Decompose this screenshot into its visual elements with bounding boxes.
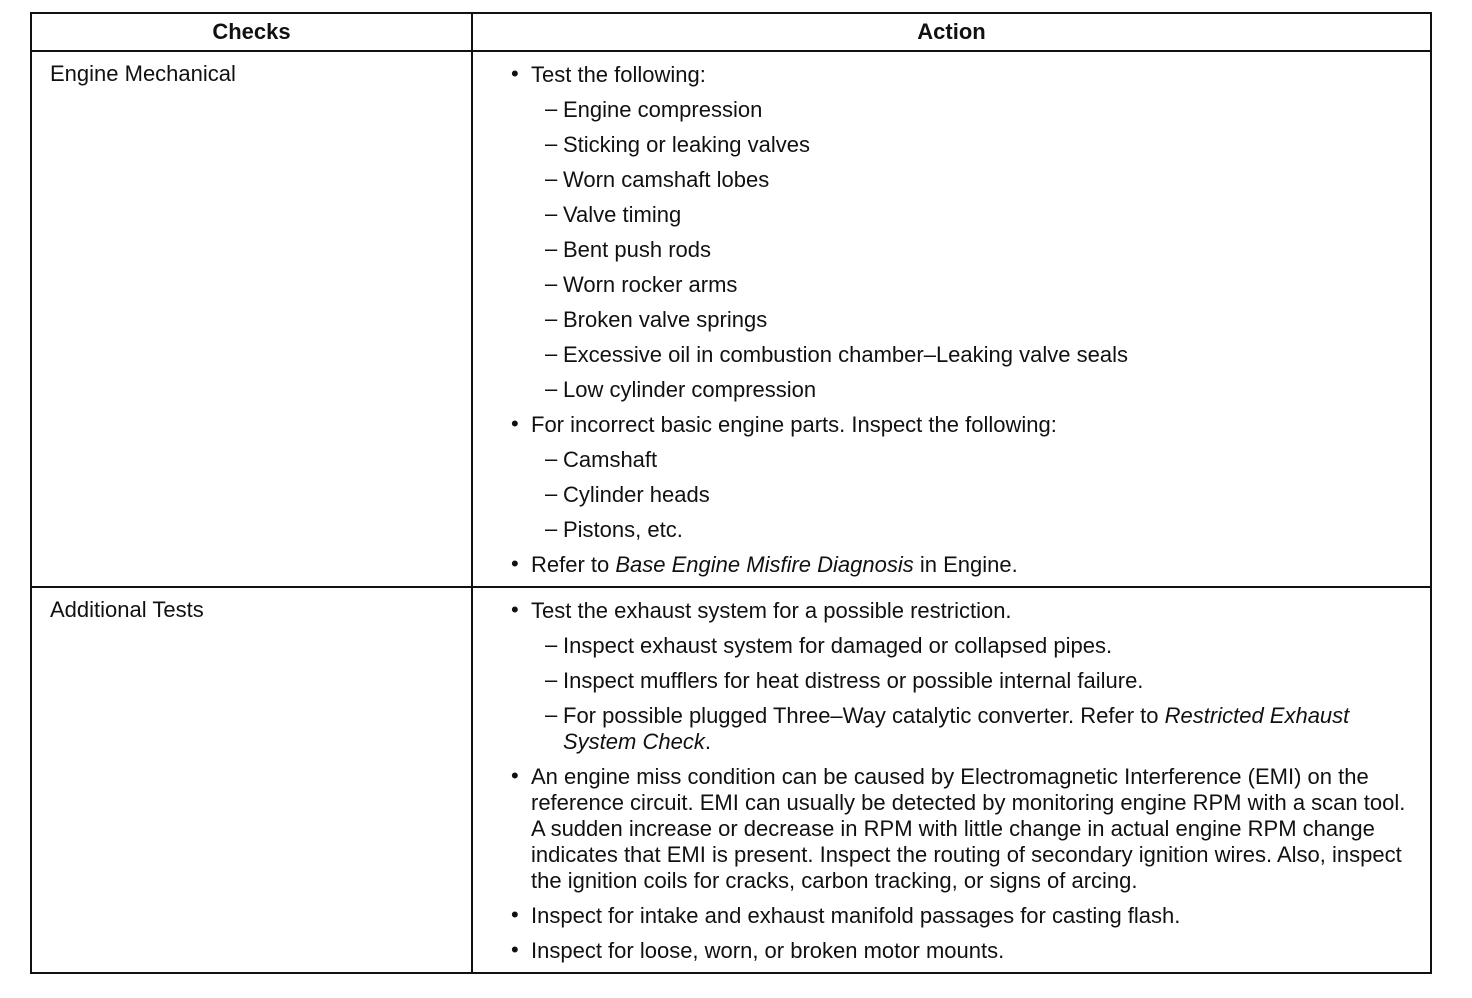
sub-item bbox=[473, 442, 1430, 477]
reference-title: Base Engine Misfire Diagnosis bbox=[615, 551, 914, 577]
dash-marker: – bbox=[545, 376, 558, 401]
item-text: Inspect exhaust system for damaged or collapsed pipes. bbox=[563, 632, 1113, 658]
sub-item bbox=[473, 663, 1430, 698]
bullet-item bbox=[473, 547, 1430, 582]
dash-marker: – bbox=[545, 306, 558, 331]
item-text: For possible plugged Three–Way catalytic converter. Refer to bbox=[563, 702, 1165, 728]
table-row bbox=[31, 587, 1431, 973]
bullet-item bbox=[473, 593, 1430, 628]
diagnostic-table bbox=[30, 12, 1432, 974]
header-row bbox=[31, 13, 1431, 51]
checks-cell bbox=[31, 51, 472, 587]
dash-marker: – bbox=[545, 481, 558, 506]
item-text-after: in Engine. bbox=[913, 551, 1018, 577]
check-name: Additional Tests bbox=[50, 597, 204, 622]
item-text: Valve timing bbox=[563, 201, 682, 227]
sub-item bbox=[473, 232, 1430, 267]
item-text: For incorrect basic engine parts. Inspect the following: bbox=[531, 411, 1057, 437]
item-text: Sticking or leaking valves bbox=[563, 131, 811, 157]
bullet-item bbox=[473, 933, 1430, 968]
dash-marker: – bbox=[545, 702, 558, 727]
item-text: Engine compression bbox=[563, 96, 763, 122]
item-text: Excessive oil in combustion chamber–Leaking valve seals bbox=[563, 341, 1128, 367]
item-text: Pistons, etc. bbox=[563, 516, 683, 542]
table-row bbox=[31, 51, 1431, 587]
sub-item bbox=[473, 162, 1430, 197]
item-text: Low cylinder compression bbox=[563, 376, 817, 402]
header-action: Action bbox=[472, 13, 1431, 51]
checks-cell bbox=[31, 587, 472, 973]
item-text: Worn rocker arms bbox=[563, 271, 738, 297]
item-text: Test the following: bbox=[531, 61, 706, 87]
sub-item bbox=[473, 127, 1430, 162]
bullet-marker: • bbox=[511, 551, 519, 576]
sub-item bbox=[473, 92, 1430, 127]
bullet-marker: • bbox=[511, 763, 519, 788]
action-cell bbox=[472, 587, 1431, 973]
dash-marker: – bbox=[545, 667, 558, 692]
dash-marker: – bbox=[545, 271, 558, 296]
bullet-marker: • bbox=[511, 411, 519, 436]
bullet-marker: • bbox=[511, 61, 519, 86]
dash-marker: – bbox=[545, 131, 558, 156]
item-text: Refer to bbox=[531, 551, 616, 577]
item-text: Broken valve springs bbox=[563, 306, 768, 332]
sub-item bbox=[473, 628, 1430, 663]
item-text: Inspect mufflers for heat distress or possible internal failure. bbox=[563, 667, 1144, 693]
sub-item bbox=[473, 512, 1430, 547]
header-checks: Checks bbox=[31, 13, 472, 51]
reference-title: Restricted Exhaust System Check bbox=[563, 702, 1350, 754]
item-text: Inspect for intake and exhaust manifold passages for casting flash. bbox=[531, 902, 1181, 928]
item-text: Worn camshaft lobes bbox=[563, 166, 770, 192]
dash-marker: – bbox=[545, 201, 558, 226]
sub-item bbox=[473, 302, 1430, 337]
dash-marker: – bbox=[545, 516, 558, 541]
sub-item bbox=[473, 698, 1430, 759]
bullet-item bbox=[473, 407, 1430, 442]
sub-item bbox=[473, 267, 1430, 302]
item-text: Bent push rods bbox=[563, 236, 711, 262]
item-text: Test the exhaust system for a possible restriction. bbox=[531, 597, 1012, 623]
sub-item bbox=[473, 477, 1430, 512]
bullet-marker: • bbox=[511, 597, 519, 622]
item-text: Camshaft bbox=[563, 446, 658, 472]
sub-item bbox=[473, 337, 1430, 372]
dash-marker: – bbox=[545, 166, 558, 191]
bullet-item bbox=[473, 57, 1430, 92]
dash-marker: – bbox=[545, 341, 558, 366]
dash-marker: – bbox=[545, 96, 558, 121]
bullet-item bbox=[473, 898, 1430, 933]
bullet-marker: • bbox=[511, 902, 519, 927]
check-name: Engine Mechanical bbox=[50, 61, 236, 86]
sub-item bbox=[473, 197, 1430, 232]
bullet-item bbox=[473, 759, 1430, 898]
sub-item bbox=[473, 372, 1430, 407]
dash-marker: – bbox=[545, 632, 558, 657]
action-cell bbox=[472, 51, 1431, 587]
item-text: Cylinder heads bbox=[563, 481, 710, 507]
dash-marker: – bbox=[545, 446, 558, 471]
bullet-marker: • bbox=[511, 937, 519, 962]
dash-marker: – bbox=[545, 236, 558, 261]
item-text-after: . bbox=[704, 728, 711, 754]
item-text: An engine miss condition can be caused by Electromagnetic Interference (EMI) on the reference circuit. EMI can usually be detected by monitoring engine RPM with a scan tool. A sudden increase or decrease in RPM with little change in actual engine RPM change indicates that EMI is present. Inspect the routing of secondary ignition wires. Also, inspect the ignition coils for cracks, carbon tracking, or signs of arcing. bbox=[531, 763, 1406, 893]
item-text: Inspect for loose, worn, or broken motor mounts. bbox=[531, 937, 1005, 963]
